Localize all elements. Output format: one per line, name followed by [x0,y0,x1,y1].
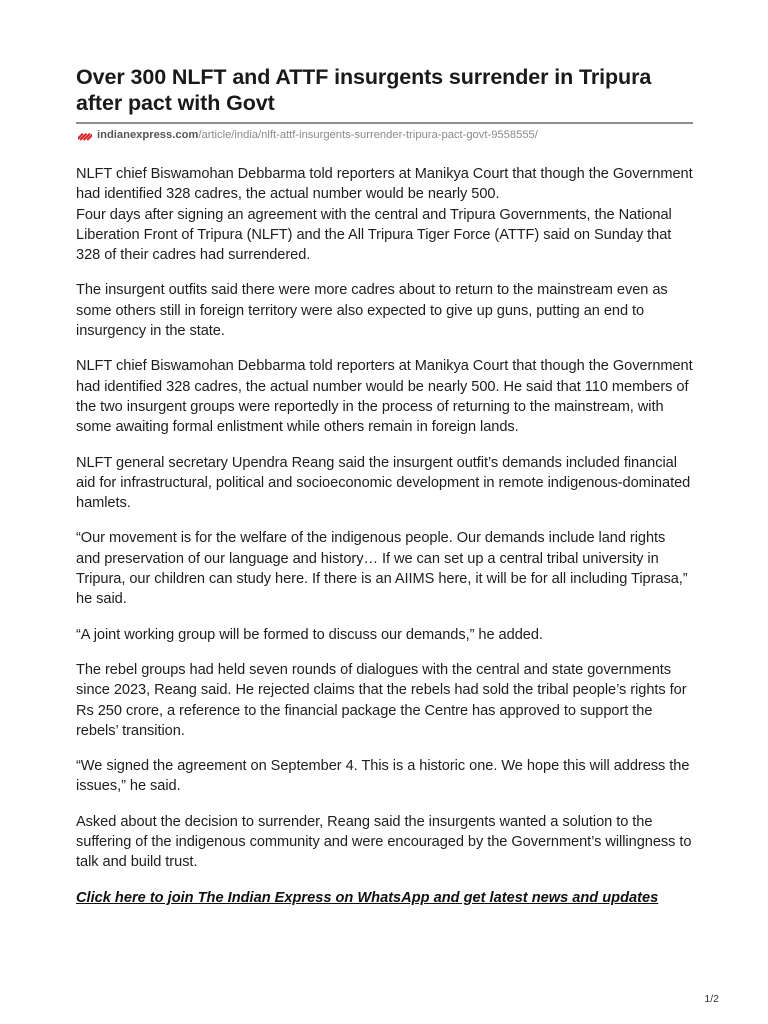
paragraph: Asked about the decision to surrender, Reang said the insurgents wanted a solution to the suffering of the indigenous community and were encouraged by the Government’s willingness to talk and build trust. [76,813,692,871]
source-url[interactable] [78,128,693,142]
paragraph: The rebel groups had held seven rounds of dialogues with the central and state governments since 2023, Reang said. He rejected claims that the rebels had sold the tribal people’s rights for Rs 250 crore, a reference to the financial package the Centre has approved to support the rebels’ transition. [76,661,687,739]
paragraph: The insurgent outfits said there were more cadres about to return to the mainstream even as some others still in foreign territory were also expected to give up guns, putting an end to insurgency in the state. [76,282,668,340]
whatsapp-join-link[interactable]: Click here to join The Indian Express on WhatsApp and get latest news and updates [76,889,659,906]
source-path[interactable]: /article/india/nlft-attf-insurgents-surrender-tripura-pact-govt-9558555/ [198,129,538,141]
page-number: 1/2 [704,993,719,1005]
indian-express-logo-icon [78,128,92,142]
paragraph: “We signed the agreement on September 4. This is a historic one. We hope this will address the issues,” he said. [76,758,690,795]
paragraph: “A joint working group will be formed to discuss our demands,” he added. [76,626,543,643]
title-divider [76,122,693,124]
article-body [76,164,693,909]
paragraph: Four days after signing an agreement with the central and Tripura Governments, the National Liberation Front of Tripura (NLFT) and the All Tripura Tiger Force (ATTF) said on Sunday that 328 of their cadres had surrendered. [76,206,672,264]
paragraph: “Our movement is for the welfare of the indigenous people. Our demands include land rights and preservation of our language and history… If we can set up a central tribal university in Tripura, our children can study here. If there is an AIIMS here, it will be for all including Tiprasa,” he said. [76,530,688,608]
source-domain[interactable]: indianexpress.com [97,129,199,141]
paragraph: NLFT chief Biswamohan Debbarma told reporters at Manikya Court that though the Government had identified 328 cadres, the actual number would be nearly 500. [76,166,693,203]
article [76,64,693,909]
paragraph: NLFT general secretary Upendra Reang said the insurgent outfit’s demands included financial aid for infrastructural, political and socioeconomic development in remote indigenous-dominated hamlets. [76,454,691,512]
paragraph: NLFT chief Biswamohan Debbarma told reporters at Manikya Court that though the Government had identified 328 cadres, the actual number would be nearly 500. He said that 110 members of the two insurgent groups were reportedly in the process of returning to the mainstream, with some awaiting formal enlistment while others remain in foreign lands. [76,358,693,436]
article-title: Over 300 NLFT and ATTF insurgents surrender in Tripura after pact with Govt [76,65,652,115]
